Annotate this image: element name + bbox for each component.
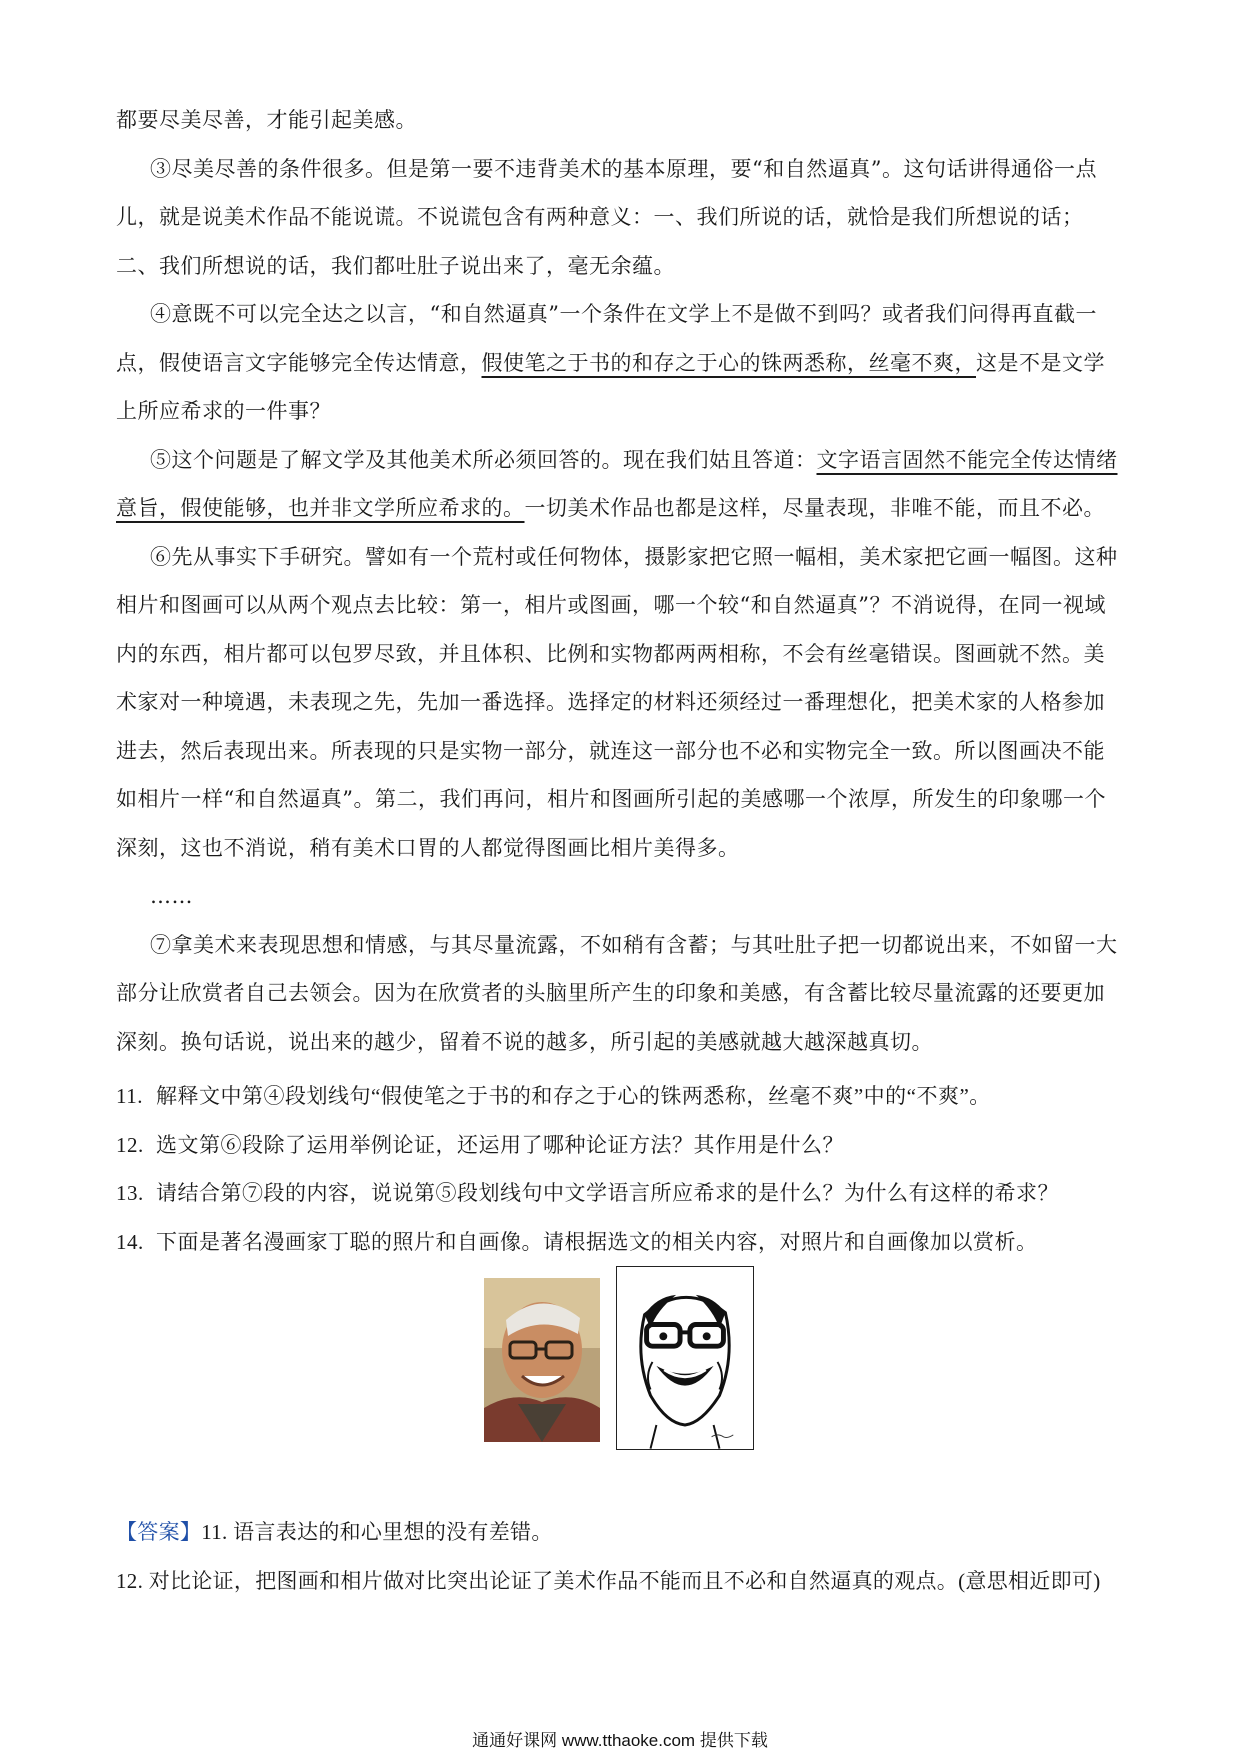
paragraph-4-text-b: 这是不是文学上所应希求的一件事？ bbox=[116, 350, 1105, 423]
answer-tag: 【答案】 bbox=[116, 1520, 202, 1544]
question-item bbox=[116, 1169, 1126, 1218]
question-number: 11. bbox=[116, 1084, 143, 1108]
paragraph-5 bbox=[116, 436, 1126, 533]
question-text: 下面是著名漫画家丁聪的照片和自画像。请根据选文的相关内容，对照片和自画像加以赏析。 bbox=[156, 1229, 1038, 1254]
question-number: 12. bbox=[116, 1132, 144, 1157]
paragraph-5-underlined-sentence: 文字语言固然不能完全传达情绪意旨，假使能够，也并非文学所应希求的。 bbox=[116, 447, 1118, 520]
paragraph-5-text-a: ⑤这个问题是了解文学及其他美术所必须回答的。现在我们姑且答道： bbox=[150, 447, 817, 472]
figure-images bbox=[484, 1266, 764, 1454]
answer-11-text: 11. 语言表达的和心里想的没有差错。 bbox=[201, 1520, 553, 1544]
question-text: 请结合第⑦段的内容，说说第⑤段划线句中文学语言所应希求的是什么？为什么有这样的希求？ bbox=[156, 1181, 1059, 1205]
question-number: 14. bbox=[116, 1229, 144, 1254]
page-footer: 通通好课网 www.tthaoke.com 提供下载 bbox=[472, 1731, 768, 1750]
reading-passage bbox=[116, 96, 1126, 1066]
paragraph-5-text-b: 一切美术作品也都是这样，尽量表现，非唯不能，而且不必。 bbox=[524, 496, 1105, 520]
paragraph-3: ③尽美尽善的条件很多。但是第一要不违背美术的基本原理，要“和自然逼真”。这句话讲得通俗一点儿，就是说美术作品不能说谎。不说谎包含有两种意义：一、我们所说的话，就恰是我们所想说的话；二、我们所想说的话，我们都吐肚子说出来了，毫无余蕴。 bbox=[116, 156, 1097, 278]
question-item bbox=[116, 1218, 1126, 1267]
ellipsis: …… bbox=[150, 884, 193, 908]
answer-11 bbox=[116, 1508, 1156, 1557]
paragraph-7: ⑦拿美术来表现思想和情感，与其尽量流露，不如稍有含蓄；与其吐肚子把一切都说出来，不如留一大部分让欣赏者自己去领会。因为在欣赏者的头脑里所产生的印象和美感，有含蓄比较尽量流露的还要更加深刻。换句话说，说出来的越少，留着不说的越多，所引起的美感就越大越深越真切。 bbox=[116, 932, 1118, 1054]
paragraph-2-tail: 都要尽美尽善，才能引起美感。 bbox=[116, 108, 417, 132]
question-item bbox=[116, 1121, 1126, 1170]
question-item bbox=[116, 1072, 1126, 1121]
ding-cong-self-portrait bbox=[616, 1266, 754, 1450]
answer-12: 12. 对比论证，把图画和相片做对比突出论证了美术作品不能而且不必和自然逼真的观点。(意思相近即可) bbox=[116, 1568, 1101, 1593]
paragraph-4-underlined-sentence: 假使笔之于书的和存之于心的铢两悉称，丝毫不爽， bbox=[481, 350, 976, 375]
question-text: 选文第⑥段除了运用举例论证，还运用了哪种论证方法？其作用是什么？ bbox=[156, 1132, 844, 1157]
ding-cong-photo bbox=[484, 1278, 600, 1442]
question-number: 13. bbox=[116, 1181, 144, 1205]
question-list bbox=[116, 1072, 1126, 1266]
paragraph-4-text-a: ④意既不可以完全达之以言，“和自然逼真”一个条件在文学上不是做不到吗？或者我们问得再直截一点，假使语言文字能够完全传达情意， bbox=[116, 302, 1097, 375]
answer-section bbox=[116, 1508, 1156, 1605]
paragraph-4 bbox=[116, 290, 1126, 436]
paragraph-6: ⑥先从事实下手研究。譬如有一个荒村或任何物体，摄影家把它照一幅相，美术家把它画一幅图。这种相片和图画可以从两个观点去比较：第一，相片或图画，哪一个较“和自然逼真”？不消说得，在同一视域内的东西，相片都可以包罗尽致，并且体积、比例和实物都两两相称，不会有丝毫错误。图画就不然。美术家对一种境遇，未表现之先，先加一番选择。选择定的材料还须经过一番理想化，把美术家的人格参加进去，然后表现出来。所表现的只是实物一部分，就连这一部分也不必和实物完全一致。所以图画决不能如相片一样“和自然逼真”。第二，我们再问，相片和图画所引起的美感哪一个浓厚，所发生的印象哪一个深刻，这也不消说，稍有美术口胃的人都觉得图画比相片美得多。 bbox=[116, 544, 1118, 860]
question-text: 解释文中第④段划线句“假使笔之于书的和存之于心的铢两悉称，丝毫不爽”中的“不爽”。 bbox=[156, 1084, 991, 1108]
